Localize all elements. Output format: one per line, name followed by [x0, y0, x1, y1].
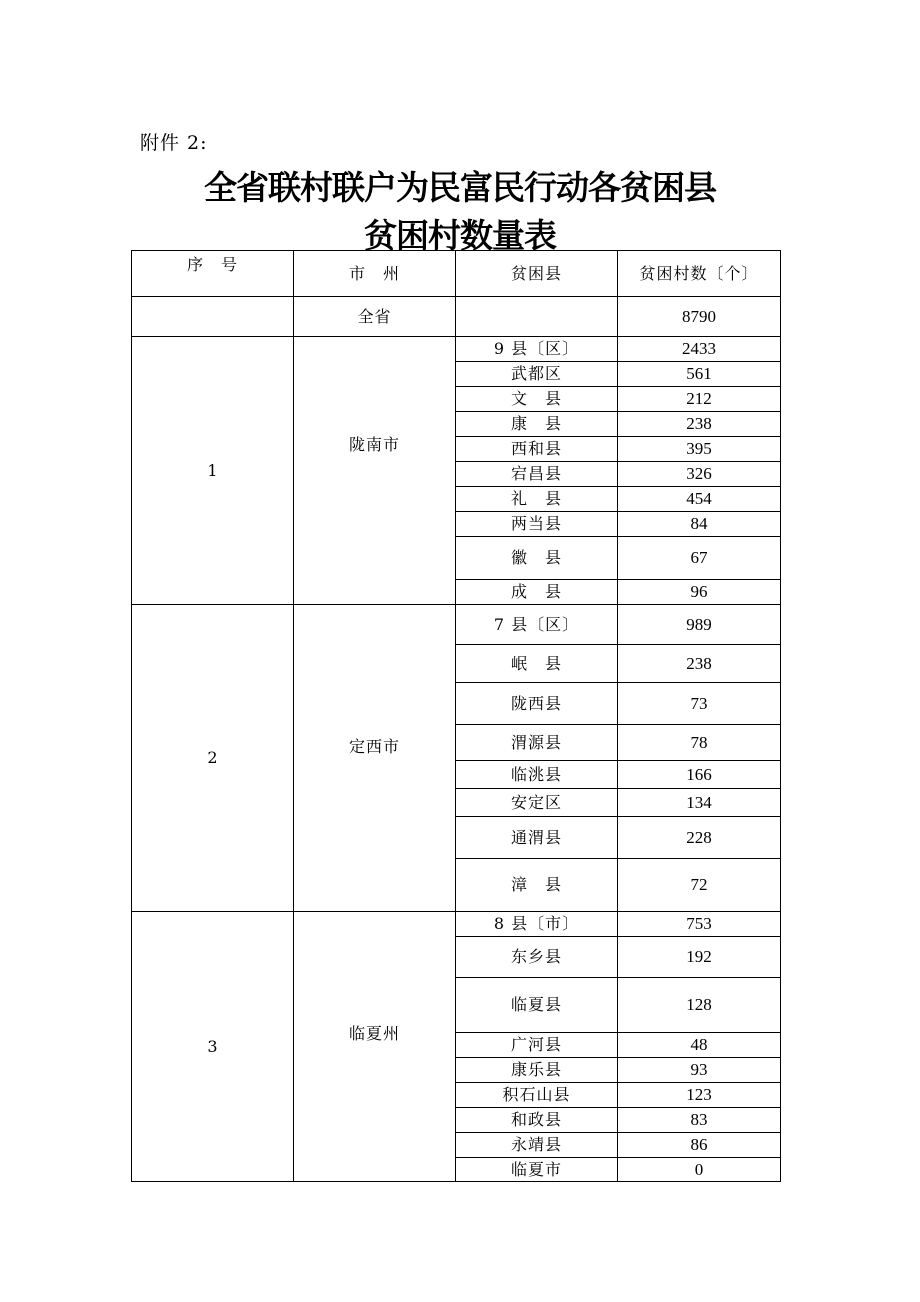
- county-cell: 通渭县: [456, 817, 618, 859]
- village-count: 84: [618, 512, 781, 537]
- village-count: 0: [618, 1158, 781, 1182]
- group-seq: 2: [132, 605, 294, 912]
- village-count: 395: [618, 437, 781, 462]
- county-cell: 陇西县: [456, 683, 618, 725]
- village-count: 78: [618, 725, 781, 761]
- header-city: 市 州: [294, 251, 456, 297]
- group-city: [294, 605, 456, 912]
- village-count: 67: [618, 537, 781, 580]
- village-count: 48: [618, 1033, 781, 1058]
- header-seq: 序 号: [132, 251, 294, 297]
- village-count: 83: [618, 1108, 781, 1133]
- county-cell: 9 县〔区〕: [456, 337, 618, 362]
- village-count: 989: [618, 605, 781, 645]
- village-count: 212: [618, 387, 781, 412]
- village-count: 123: [618, 1083, 781, 1108]
- village-count: 134: [618, 789, 781, 817]
- province-value: 8790: [618, 297, 781, 337]
- group-city-label: 临夏州: [348, 1024, 400, 1043]
- county-cell: 成 县: [456, 580, 618, 605]
- county-cell: 临洮县: [456, 761, 618, 789]
- village-count: 228: [618, 817, 781, 859]
- county-cell: 礼 县: [456, 487, 618, 512]
- county-cell: 东乡县: [456, 937, 618, 978]
- county-cell: 临夏市: [456, 1158, 618, 1182]
- poverty-village-table: [131, 250, 781, 1182]
- table-row: [132, 912, 781, 937]
- attachment-label: 附件 2:: [140, 132, 208, 154]
- group-seq: 3: [132, 912, 294, 1182]
- county-cell: 西和县: [456, 437, 618, 462]
- village-count: 238: [618, 645, 781, 683]
- county-cell: 武都区: [456, 362, 618, 387]
- village-count: 166: [618, 761, 781, 789]
- county-cell: 宕昌县: [456, 462, 618, 487]
- county-cell: 两当县: [456, 512, 618, 537]
- village-count: 72: [618, 859, 781, 912]
- table-row: [132, 605, 781, 645]
- county-cell: 永靖县: [456, 1133, 618, 1158]
- province-label: 全省: [294, 297, 456, 337]
- province-total-row: [132, 297, 781, 337]
- village-count: 753: [618, 912, 781, 937]
- county-cell: 广河县: [456, 1033, 618, 1058]
- document-title-line-1: 全省联村联户为民富民行动各贫困县: [204, 168, 716, 207]
- village-count: 454: [618, 487, 781, 512]
- county-cell: 渭源县: [456, 725, 618, 761]
- province-county-cell: [456, 297, 618, 337]
- county-cell: 7 县〔区〕: [456, 605, 618, 645]
- county-cell: 临夏县: [456, 978, 618, 1033]
- village-count: 561: [618, 362, 781, 387]
- county-cell: 徽 县: [456, 537, 618, 580]
- village-count: 96: [618, 580, 781, 605]
- county-cell: 漳 县: [456, 859, 618, 912]
- group-city: [294, 337, 456, 605]
- village-count: 93: [618, 1058, 781, 1083]
- village-count: 73: [618, 683, 781, 725]
- village-count: 192: [618, 937, 781, 978]
- county-cell: 文 县: [456, 387, 618, 412]
- county-cell: 岷 县: [456, 645, 618, 683]
- group-city: [294, 912, 456, 1182]
- header-villages: 贫困村数〔个〕: [618, 251, 781, 297]
- county-cell: 康 县: [456, 412, 618, 437]
- village-count: 326: [618, 462, 781, 487]
- group-city-label: 定西市: [348, 737, 400, 756]
- document-title-line-2: 贫困村数量表: [364, 216, 556, 255]
- county-cell: 康乐县: [456, 1058, 618, 1083]
- province-seq-cell: [132, 297, 294, 337]
- table-header-row: [132, 251, 781, 297]
- header-county: 贫困县: [456, 251, 618, 297]
- village-count: 86: [618, 1133, 781, 1158]
- village-count: 238: [618, 412, 781, 437]
- village-count: 128: [618, 978, 781, 1033]
- table-row: [132, 337, 781, 362]
- group-city-label: 陇南市: [348, 435, 400, 454]
- village-count: 2433: [618, 337, 781, 362]
- county-cell: 8 县〔市〕: [456, 912, 618, 937]
- group-seq: 1: [132, 337, 294, 605]
- county-cell: 积石山县: [456, 1083, 618, 1108]
- county-cell: 和政县: [456, 1108, 618, 1133]
- county-cell: 安定区: [456, 789, 618, 817]
